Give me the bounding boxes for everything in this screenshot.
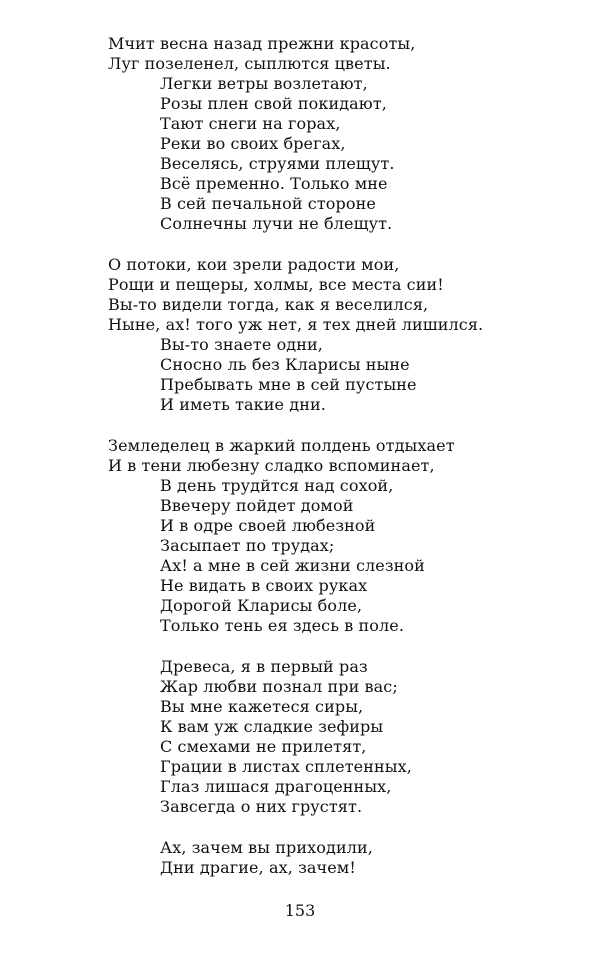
poem-line: Сносно ль без Кларисы ныне [160, 355, 410, 374]
page-number: 153 [284, 901, 316, 920]
poem-line: Грации в листах сплетенных, [160, 757, 412, 776]
poem-line: Дорогой Кларисы боле, [160, 596, 363, 615]
poem-line: О потоки, кои зрели радости мои, [108, 255, 400, 274]
poem-line: Дни драгие, ах, зачем! [160, 858, 356, 877]
poem-line: Легки ветры возлетают, [160, 74, 368, 93]
poem-line: И иметь такие дни. [160, 395, 326, 414]
poem-line: Всё пременно. Только мне [160, 174, 388, 193]
poem-line: Тают снеги на горах, [160, 114, 341, 133]
poem-line: Веселясь, струями плещут. [160, 154, 395, 173]
poem-text [108, 34, 578, 899]
poem-line: Мчит весна назад прежни красоты, [108, 34, 416, 53]
stanza [108, 657, 578, 817]
poem-line: Реки во своих брегах, [160, 134, 346, 153]
poem-line: В день трудйтся над сохой, [160, 476, 394, 495]
poem-line: Рощи и пещеры, холмы, все места сии! [108, 275, 444, 294]
poem-line: В сей печальной стороне [160, 194, 376, 213]
poem-line: И в одре своей любезной [160, 516, 376, 535]
poem-line: Земледелец в жаркий полдень отдыхает [108, 436, 455, 455]
poem-line: Солнечны лучи не блещут. [160, 214, 393, 233]
stanza [108, 436, 578, 636]
poem-line: Вы-то видели тогда, как я веселился, [108, 295, 429, 314]
poem-line: И в тени любезну сладко вспоминает, [108, 456, 435, 475]
poem-line: Ввечеру пойдет домой [160, 496, 354, 515]
poem-line: Только тень ея здесь в поле. [160, 616, 405, 635]
poem-line: Ах! а мне в сей жизни слезной [160, 556, 425, 575]
poem-line: Луг позеленел, сыплются цветы. [108, 54, 391, 73]
poem-line: Глаз лишася драгоценных, [160, 777, 392, 796]
poem-line: Засыпает по трудах; [160, 536, 335, 555]
stanza [108, 838, 578, 878]
poem-line: Не видать в своих руках [160, 576, 368, 595]
poem-line: К вам уж сладкие зефиры [160, 717, 384, 736]
poem-line: Розы плен свой покидают, [160, 94, 387, 113]
poem-line: Вы мне кажетеся сиры, [160, 697, 364, 716]
poem-line: Ныне, ах! того уж нет, я тех дней лишился. [108, 315, 484, 334]
poem-line: Ах, зачем вы приходили, [160, 838, 373, 857]
poem-line: Пребывать мне в сей пустыне [160, 375, 417, 394]
poem-line: Древеса, я в первый раз [160, 657, 368, 676]
stanza [108, 255, 578, 415]
stanza [108, 34, 578, 234]
poem-line: С смехами не прилетят, [160, 737, 367, 756]
poem-line: Завсегда о них грустят. [160, 797, 363, 816]
poem-line: Вы-то знаете одни, [160, 335, 323, 354]
poem-line: Жар любви познал при вас; [160, 677, 398, 696]
